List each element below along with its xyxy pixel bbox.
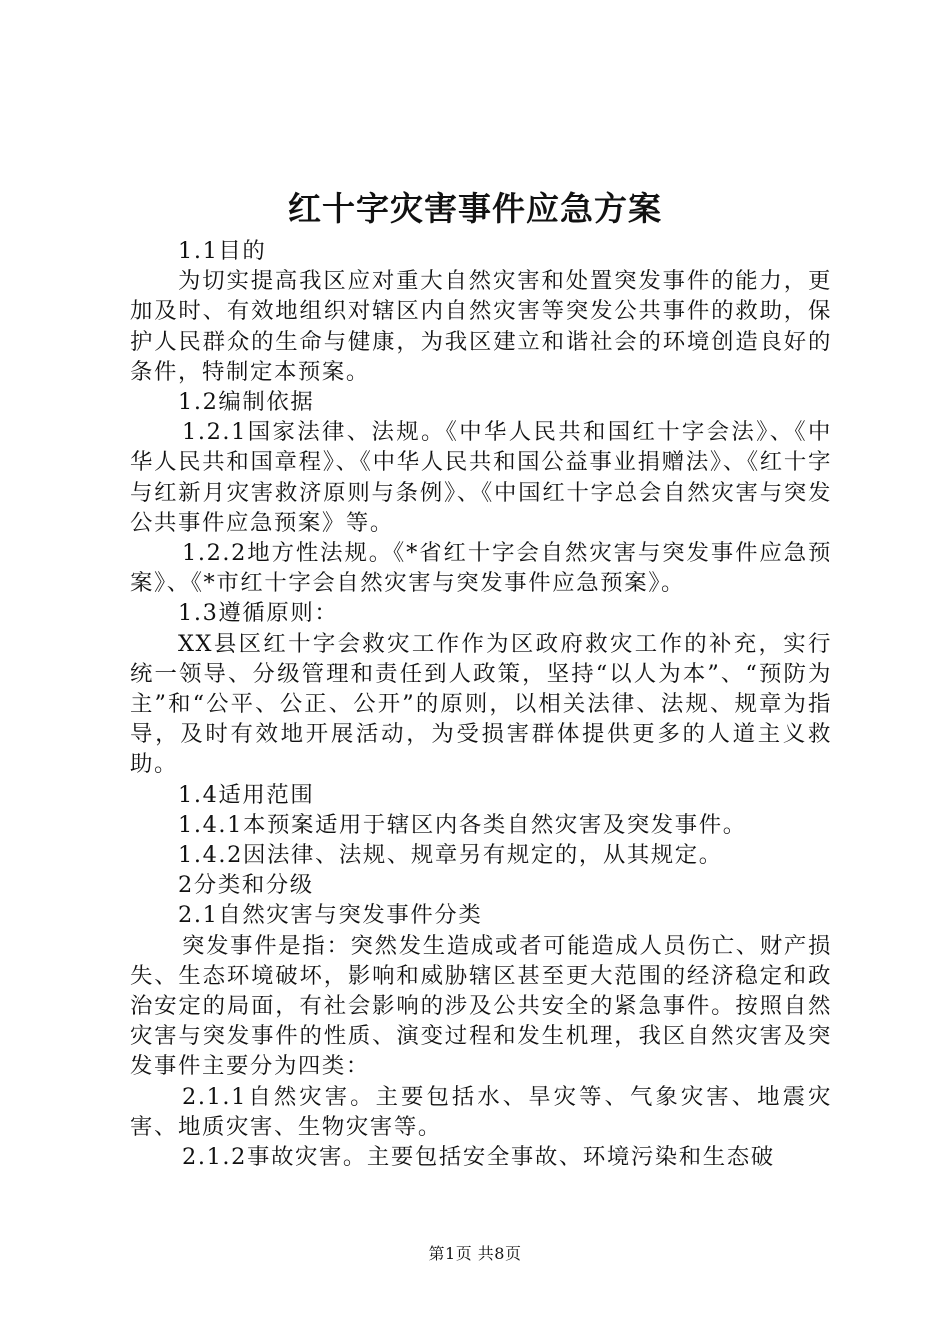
paragraph-natural-disasters: 2.1.1自然灾害。主要包括水、旱灾等、气象灾害、地震灾害、地质灾害、生物灾害等。 [130,1083,832,1140]
document-title: 红十字灾害事件应急方案 [288,189,662,228]
paragraph-accident-disasters: 2.1.2事故灾害。主要包括安全事故、环境污染和生态破 [182,1144,775,1171]
paragraph-national-laws: 1.2.1国家法律、法规。《中华人民共和国红十字会法》、《中华人民共和国章程》、《中华人民共和国公益事业捐赠法》、《红十字与红新月灾害救济原则与条例》、《中国红十字总会自然灾害与突发公共事件应急预案》等。 [130,419,832,536]
section-heading-1-2: 1.2编制依据 [178,389,315,416]
paragraph-emergency-definition: 突发事件是指：突然发生造成或者可能造成人员伤亡、财产损失、生态环境破坏，影响和威胁辖区甚至更大范围的经济稳定和政治安定的局面，有社会影响的涉及公共安全的紧急事件。按照自然灾害与突发事件的性质、演变过程和发生机理，我区自然灾害及突发事件主要分为四类： [130,932,832,1080]
paragraph-local-regulations: 1.2.2地方性法规。《*省红十字会自然灾害与突发事件应急预案》、《*市红十字会自然灾害与突发事件应急预案》。 [130,540,832,597]
section-heading-1-4: 1.4适用范围 [178,781,315,808]
paragraph-purpose: 为切实提高我区应对重大自然灾害和处置突发事件的能力，更加及时、有效地组织对辖区内自然灾害等突发公共事件的救助，保护人民群众的生命与健康，为我区建立和谐社会的环境创造良好的条件，特制定本预案。 [130,268,832,385]
section-heading-1-1: 1.1目的 [178,238,267,264]
paragraph-scope-2: 1.4.2因法律、法规、规章另有规定的，从其规定。 [178,842,723,869]
section-heading-2: 2分类和分级 [178,872,314,899]
document-body [130,236,832,1172]
section-heading-1-3: 1.3遵循原则： [178,600,339,627]
paragraph-scope-1: 1.4.1本预案适用于辖区内各类自然灾害及突发事件。 [178,811,747,838]
section-heading-2-1: 2.1自然灾害与突发事件分类 [178,902,483,929]
paragraph-principles: XX县区红十字会救灾工作作为区政府救灾工作的补充，实行统一领导、分级管理和责任到人政策，坚持“以人为本”、“预防为主”和“公平、公正、公开”的原则，以相关法律、法规、规章为指导，及时有效地开展活动，为受损害群体提供更多的人道主义救助。 [130,630,832,778]
page-footer: 第1页 共8页 [428,1244,522,1263]
